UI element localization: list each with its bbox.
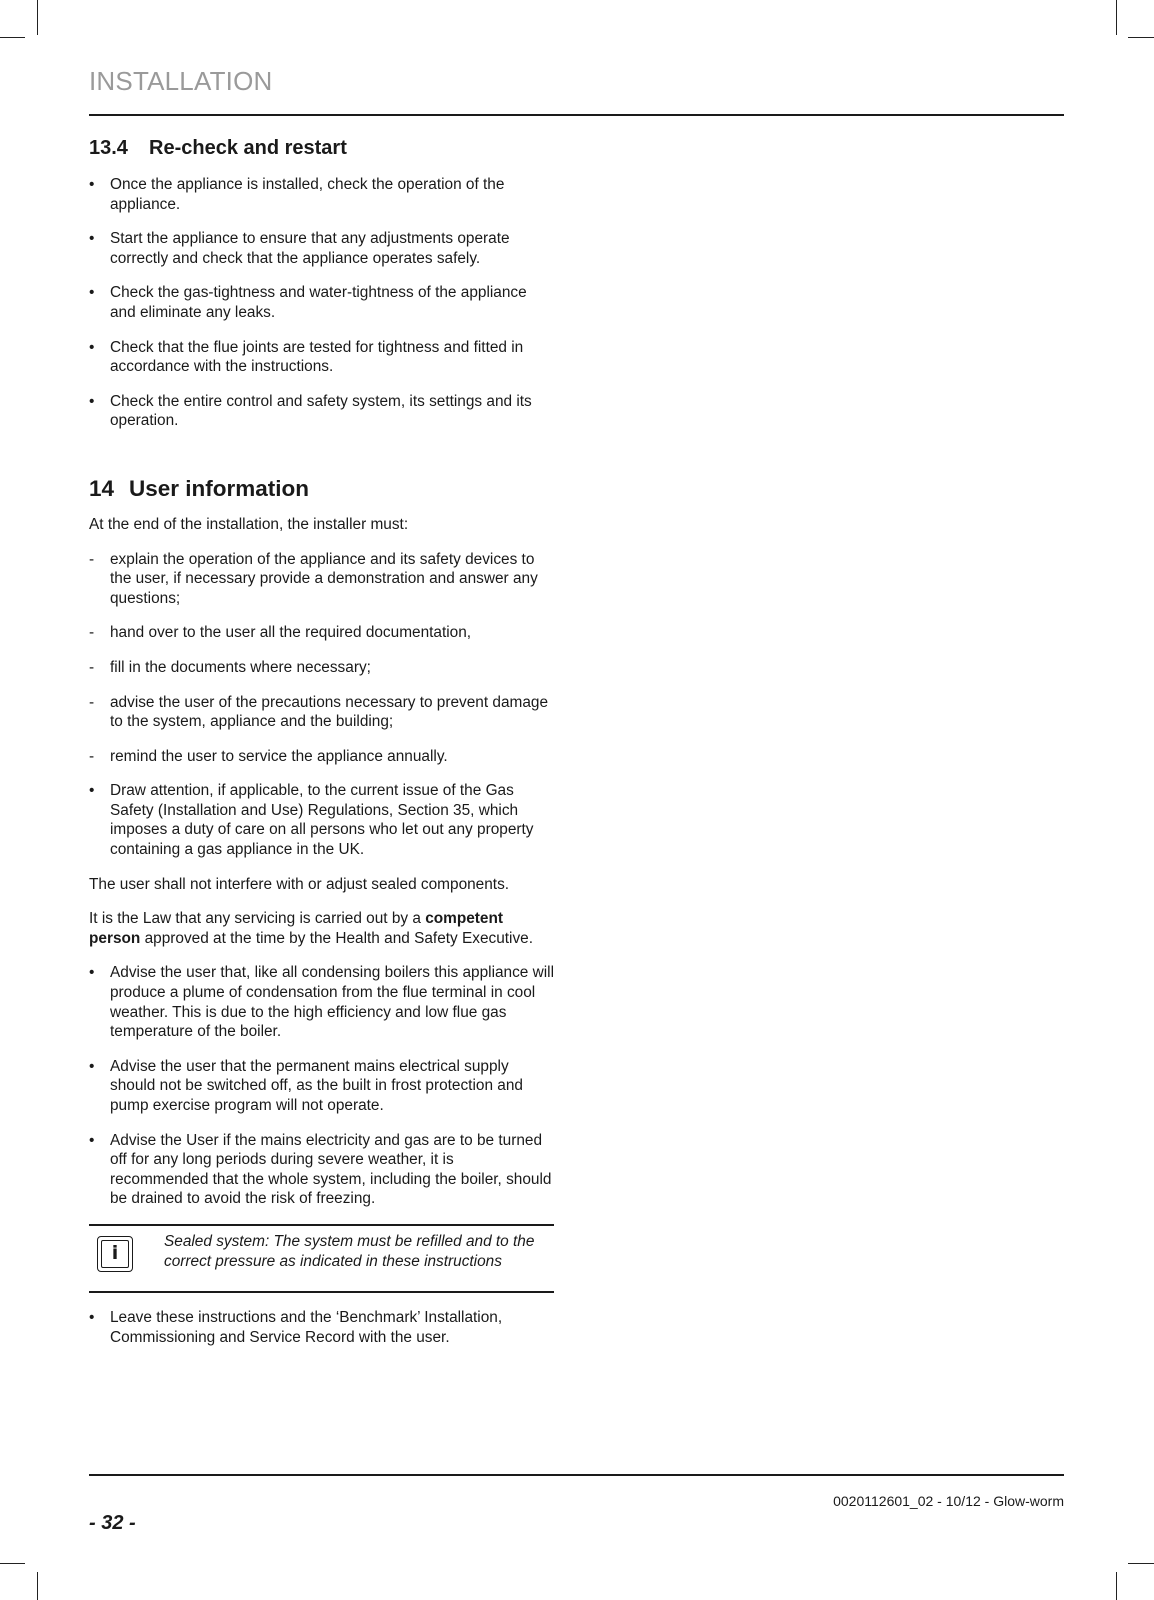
crop-mark [37,1572,38,1600]
dash-marker: - [89,747,95,765]
crop-mark [1116,1572,1117,1600]
bullet-marker: • [89,1131,95,1149]
list-item: - explain the operation of the appliance and its safety devices to the user, if necessary provide a demonstration and answer any questions; [89,550,538,607]
bullet-marker: • [89,230,95,248]
info-note-text: Sealed system: The system must be refilled and to the correct pressure as indicated in these instructions [164,1232,535,1270]
page-number: - 32 - [89,1512,136,1534]
page-header-title: INSTALLATION [89,66,273,96]
info-icon: i [97,1236,133,1272]
sealed-components-paragraph: The user shall not interfere with or adjust sealed components. [89,875,510,893]
crop-mark [37,0,38,35]
list-item: • Draw attention, if applicable, to the current issue of the Gas Safety (Installation and Use) Regulations, Section 35, which imposes a duty of care on all persons who let out any property containing a gas appliance in the UK. [89,782,534,859]
bullet-marker: • [89,338,95,356]
section-14-heading [89,475,554,503]
list-item: - remind the user to service the appliance annually. [89,747,448,765]
list-item: - hand over to the user all the required documentation, [89,624,472,642]
header-rule [89,114,1064,116]
footer-rule [89,1474,1064,1476]
list-item: • Once the appliance is installed, check the operation of the appliance. [89,176,505,213]
section-title: Re-check and restart [149,137,347,159]
crop-mark [0,37,25,38]
crop-mark [1128,37,1154,38]
list-item: - advise the user of the precautions necessary to prevent damage to the system, appliance and the building; [89,693,549,731]
recheck-list [89,175,554,431]
bullet-marker: • [89,176,95,193]
competent-person-emphasis: competent person [89,910,504,947]
info-note-box [89,1224,554,1293]
crop-mark [0,1563,25,1564]
dash-marker: - [89,658,95,676]
section-13-4-heading [89,135,554,161]
bullet-marker: • [89,284,95,302]
bullet-marker: • [89,392,95,410]
law-paragraph: It is the Law that any servicing is carried out by a competent person approved at the time by the Health and Safety Executive. [89,910,534,947]
crop-mark [1128,1563,1154,1564]
dash-marker: - [89,624,95,642]
bullet-marker: • [89,964,95,982]
section-title: User information [129,475,310,501]
section-number: 13.4 [89,137,128,159]
dash-marker: - [89,550,95,568]
bullet-marker: • [89,1308,95,1326]
content-column [89,135,554,1362]
final-list [89,1308,554,1347]
section-number: 14 [89,475,115,501]
dash-marker: - [89,693,95,711]
user-advice-list [89,963,554,1209]
list-item: • Check the gas-tightness and water-tightness of the appliance and eliminate any leaks. [89,284,527,321]
bullet-marker: • [89,782,95,800]
list-item: • Leave these instructions and the ‘Benchmark’ Installation, Commissioning and Service Record with the user. [89,1308,503,1346]
document-reference: 0020112601_02 - 10/12 - Glow-worm [833,1493,1064,1509]
list-item: • Start the appliance to ensure that any adjustments operate correctly and check that the appliance operates safely. [89,230,510,267]
list-item: • Check the entire control and safety system, its settings and its operation. [89,392,532,430]
list-item: • Advise the user that, like all condensing boilers this appliance will produce a plume of condensation from the flue terminal in cool weather. This is due to the high efficiency and low flue gas temperature of the boiler. [89,964,555,1041]
list-item: • Check that the flue joints are tested for tightness and fitted in accordance with the instructions. [89,338,524,376]
list-item: - fill in the documents where necessary; [89,658,371,676]
bullet-marker: • [89,1057,95,1075]
installer-tasks-list [89,550,554,860]
crop-mark [1116,0,1117,35]
list-item: • Advise the user that the permanent mains electrical supply should not be switched off, as the built in frost protection and pump exercise program will not operate. [89,1057,523,1114]
intro-paragraph: At the end of the installation, the installer must: [89,515,409,533]
list-item: • Advise the User if the mains electricity and gas are to be turned off for any long periods during severe weather, it is recommended that the whole system, including the boiler, should be drained to avoid the risk of freezing. [89,1131,552,1208]
